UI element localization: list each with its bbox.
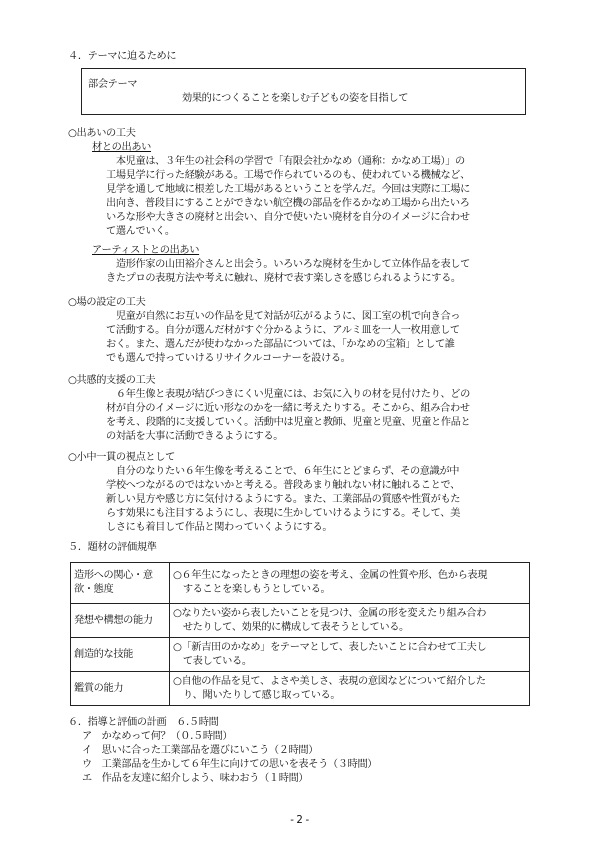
criteria-text (170, 604, 530, 638)
theme-box (81, 68, 526, 115)
text-line: を考え、段階的に支援していく。活動中は児童と教師、児童と児童、児童と作品と (106, 417, 471, 428)
criteria-text (170, 638, 530, 672)
table-row (71, 672, 530, 706)
criteria-label: 創造的な技能 (71, 638, 170, 672)
text-line: 工場見学に行った経験がある。工場で作られているのも、使われている機械など、 (106, 170, 470, 181)
theme-text: 効果的につくることを楽しむ子どもの姿を目指して (182, 93, 409, 104)
text-line: 児童が自然にお互いの作品を見て対話が広がるように、図工室の机で向き合っ (106, 311, 461, 322)
text-line: せたりして、効果的に構成して表そうとしている。 (173, 621, 409, 633)
text-line: て活動する。自分が選んだ材がすぐ分かるように、アルミ皿を一人一枚用意して (106, 325, 460, 336)
table-row (71, 563, 530, 604)
text-line: ○「新吉田のかなめ」をテーマとして、表したいことに合わせて工夫し (173, 641, 487, 653)
page-number: - 2 - (290, 815, 309, 826)
text-line: て選んでいく。 (106, 226, 175, 237)
setting-heading: ○場の設定の工夫 (68, 297, 146, 308)
text-line: 本児童は、３年生の社会科の学習で「有限会社かなめ（通称：かなめ工場）」の (106, 156, 465, 167)
plan-item: ア かなめって何？（０.５時間） (82, 731, 233, 742)
consistency-paragraph (106, 465, 528, 535)
text-line: することを楽しもうとしている。 (173, 584, 331, 595)
criteria-label: 造形への関心・意欲・態度 (71, 563, 170, 604)
text-line: らす効果にも注目するようにし、表現に生かしていけるようにする。そして、美 (106, 508, 460, 519)
criteria-label: 鑑賞の能力 (71, 672, 170, 706)
text-line: 見学を通して地域に根差した工場があるということを学んだ。今回は実際に工場に (106, 184, 470, 195)
text-line: り、聞いたりして感じ取っている。 (173, 689, 341, 701)
text-line: 材が自分のイメージに近い形なのかを一緒に考えたりする。そこから、組み合わせ (106, 403, 470, 414)
criteria-label: 発想や構想の能力 (71, 604, 170, 638)
criteria-text (170, 672, 530, 706)
criteria-text (170, 563, 530, 604)
support-paragraph (106, 388, 528, 444)
plan-item: ウ 工業部品を生かして６年生に向けての思いを表そう（３時間） (82, 759, 378, 770)
text-line: ○６年生になったときの理想の姿を考え、金属の性質や形、色から表現 (173, 570, 488, 581)
text-line: ○自他の作品を見て、よさや美しさ、表現の意図などについて紹介した (173, 675, 486, 687)
theme-label: 部会テーマ (88, 79, 138, 90)
text-line: きたプロの表現方法や考えに触れ、廃材で表す楽しさを感じられるようにする。 (106, 273, 461, 284)
section5-heading: ５．題材の評価規準 (68, 542, 157, 553)
material-paragraph (106, 155, 528, 239)
plan-item: エ 作品を友達に紹介しよう、味わおう（１時間） (82, 773, 309, 784)
plan-item: イ 思いに合った工業部品を選びにいこう（２時間） (82, 745, 319, 756)
artist-subtitle: アーティストとの出あい (92, 245, 200, 256)
text-line: 自分のなりたい６年生像を考えることで、６年生にとどまらず、その意識が中 (106, 466, 460, 477)
encounter-heading: ○出あいの工夫 (68, 128, 136, 139)
text-line: おく。また、選んだが使わなかった部品については、「かなめの宝箱」として誰 (106, 339, 455, 350)
text-line: 出向き、普段目にすることができない航空機の部品を作るかなめ工場から出たいろ (106, 198, 470, 209)
text-line: ○なりたい姿から表したいことを見つけ、金属の形を変えたり組み合わ (173, 607, 487, 619)
section6-heading: ６．指導と評価の計画 ６.５時間 (68, 717, 219, 728)
text-line: て表している。 (173, 655, 252, 667)
table-row (71, 638, 530, 672)
text-line: 新しい見方や感じ方に気付けるようにする。また、工業部品の質感や性質がもた (106, 494, 461, 505)
text-line: の対話を大事に活動できるようにする。 (106, 431, 284, 442)
text-line: しさにも着目して作品と関わっていくようにする。 (106, 522, 333, 533)
setting-paragraph (106, 310, 528, 366)
section4-heading: ４．テーマに迫るために (68, 51, 177, 62)
text-line: 造形作家の山田裕介さんと出会う。いろいろな廃材を生かして立体作品を表して (106, 259, 470, 270)
support-heading: ○共感的支援の工夫 (68, 375, 156, 386)
consistency-heading: ○小中一貫の視点として (68, 452, 175, 463)
text-line: でも選んで持っていけるリサイクルコーナーを設ける。 (106, 353, 351, 364)
criteria-table (70, 562, 530, 706)
table-row (71, 604, 530, 638)
artist-paragraph (106, 258, 528, 286)
material-subtitle: 材との出あい (92, 142, 152, 153)
text-line: 学校へつながるのではないかと考える。普段あまり触れない材に触れることで、 (106, 480, 460, 491)
text-line: ６年生像と表現が結びつきにくい児童には、お気に入りの材を見付けたり、どの (106, 389, 470, 400)
text-line: いろな形や大きさの廃材と出会い、自分で使いたい廃材を自分のイメージに合わせ (106, 212, 470, 223)
